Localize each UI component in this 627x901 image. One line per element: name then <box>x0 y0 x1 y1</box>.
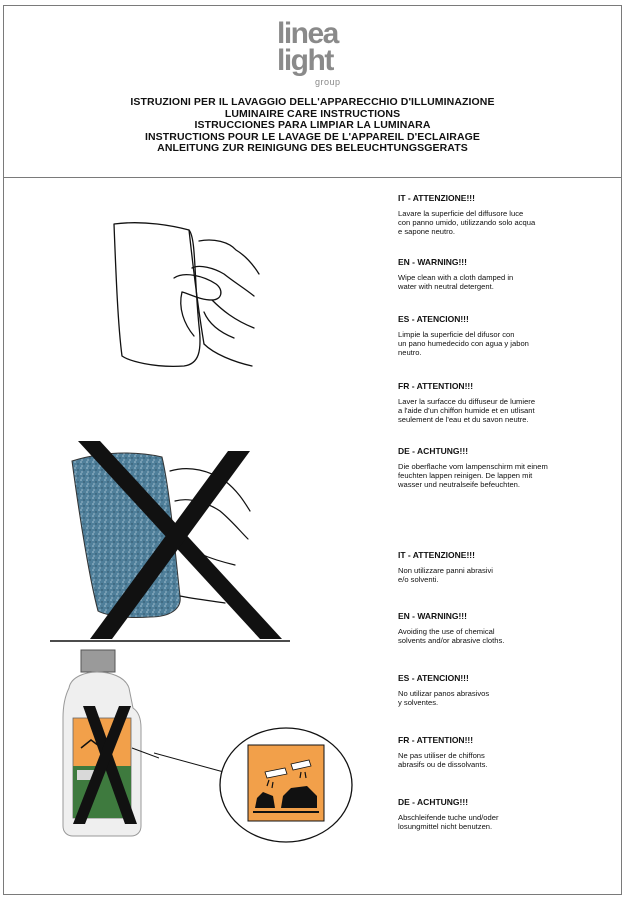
title-it: ISTRUZIONI PER IL LAVAGGIO DELL'APPARECCHIO D'ILLUMINAZIONE <box>130 96 495 108</box>
section-text: Ne pas utiliser de chiffons abrasifs ou de dissolvants. <box>398 751 488 769</box>
solvent-bottle-crossed-illustration <box>59 648 159 838</box>
logo-word-group: group <box>315 77 341 87</box>
section-heading: ES - ATENCION!!! <box>398 673 469 683</box>
brand-logo <box>277 17 357 88</box>
section-text: No utilizar panos abrasivos y solventes. <box>398 689 490 707</box>
section-heading: EN - WARNING!!! <box>398 611 467 621</box>
section-heading: ES - ATENCION!!! <box>398 314 469 324</box>
abrasive-sponge-crossed-illustration <box>50 431 300 646</box>
section-heading: IT - ATTENZIONE!!! <box>398 550 475 560</box>
hand-wiping-cloth-illustration <box>104 216 279 396</box>
care-section-fr <box>398 381 598 424</box>
warning-section-fr <box>398 735 598 769</box>
warning-section-es <box>398 673 598 707</box>
title-de: ANLEITUNG ZUR REINIGUNG DES BELEUCHTUNGSGERATS <box>157 142 468 154</box>
section-heading: FR - ATTENTION!!! <box>398 735 474 745</box>
section-text: Abschleifende tuche und/oder losungmittel nicht benutzen. <box>398 813 499 831</box>
title-en: LUMINAIRE CARE INSTRUCTIONS <box>224 107 401 120</box>
section-text: Laver la surfacce du diffuseur de lumiere a l'aide d'un chiffon humide et en utlisant seulement de l'eau et du savon neutre. <box>398 397 536 424</box>
care-section-en <box>398 257 598 291</box>
warning-section-en <box>398 611 598 645</box>
section-heading: DE - ACHTUNG!!! <box>398 797 469 807</box>
section-text: Lavare la superficie del diffusore luce con panno umido, utilizzando solo acqua e sapone neutro. <box>398 209 536 236</box>
section-heading: FR - ATTENTION!!! <box>398 381 474 391</box>
section-heading: DE - ACHTUNG!!! <box>398 446 469 456</box>
document-titles <box>4 97 621 155</box>
care-section-de <box>398 446 598 489</box>
title-es: ISTRUCCIONES PARA LIMPIAR LA LUMINARA <box>194 119 431 131</box>
section-heading: IT - ATTENZIONE!!! <box>398 193 475 203</box>
section-text: Limpie la superficie del difusor con un pano humedecido con agua y jabon neutro. <box>398 330 529 357</box>
section-text: Wipe clean with a cloth damped in water with neutral detergent. <box>398 273 514 291</box>
care-section-es <box>398 314 598 357</box>
corrosive-hazard-icon <box>217 726 355 844</box>
title-fr: INSTRUCTIONS POUR LE LAVAGE DE L'APPAREIL D'ECLAIRAGE <box>144 130 481 143</box>
section-heading: EN - WARNING!!! <box>398 257 467 267</box>
section-text: Non utilizzare panni abrasivi e/o solventi. <box>398 566 493 584</box>
care-section-it <box>398 193 598 236</box>
section-text: Die oberflache vom lampenschirm mit einem feuchten lappen reinigen. De lappen mit wasser und neutralseife befeuchten. <box>398 462 548 489</box>
logo-word-light: light <box>277 44 333 77</box>
logo-word-linea: linea <box>277 17 338 50</box>
warning-section-de <box>398 797 598 831</box>
section-text: Avoiding the use of chemical solvents and/or abrasive cloths. <box>398 627 505 645</box>
header <box>4 6 621 178</box>
warning-section-it <box>398 550 598 584</box>
instruction-sheet <box>3 5 622 895</box>
